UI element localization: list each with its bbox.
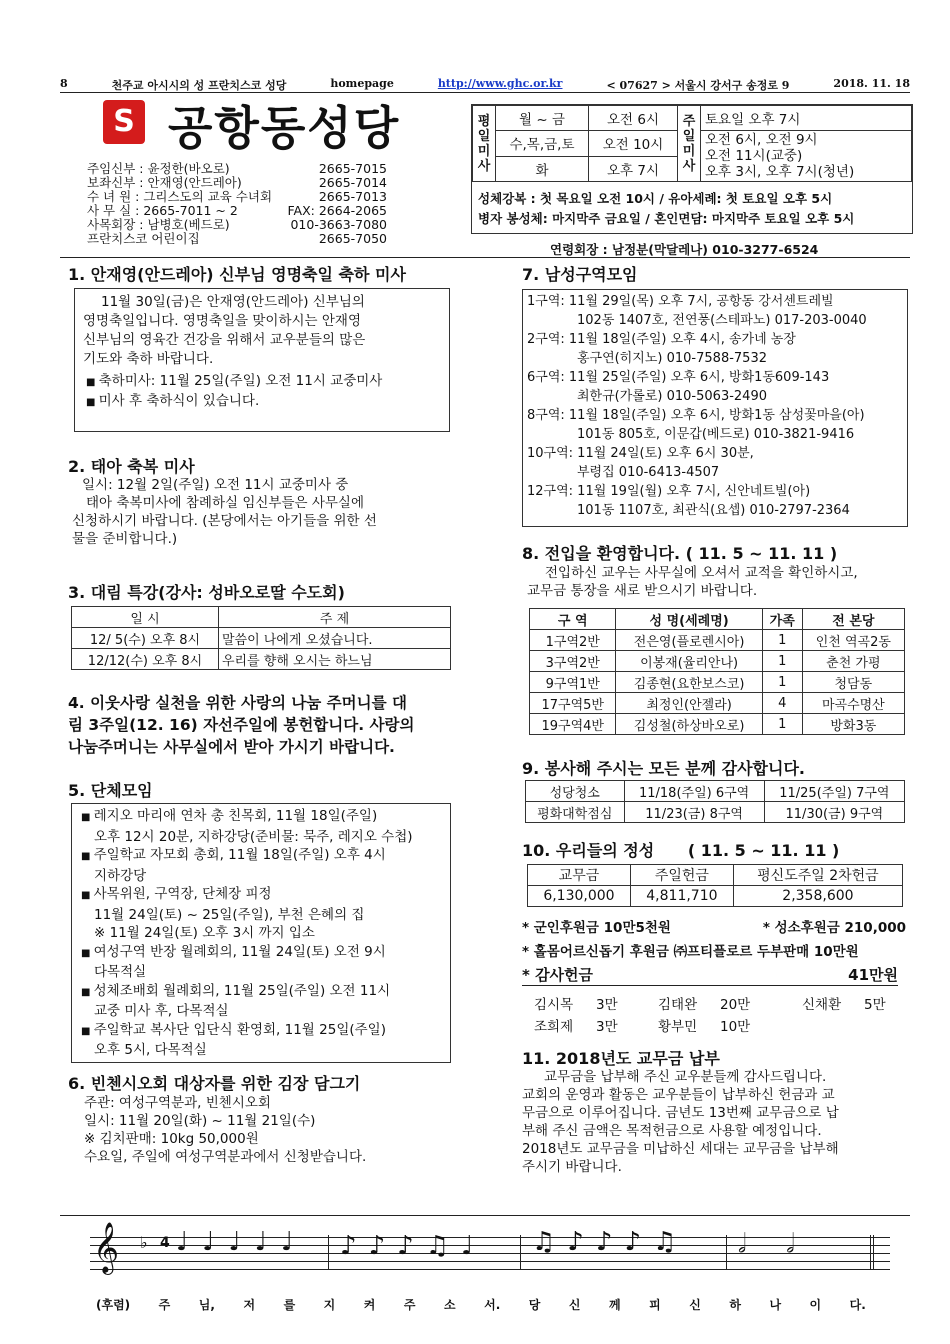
s8-cell: 김종현(요한보스코) [616,672,762,693]
s9-table [525,780,905,823]
s5-line: 여성구역 반장 월례회의, 11월 24일(토) 오전 9시 [93,943,386,960]
lyric-syllable: 님, [198,1298,215,1312]
s7-line: 10구역: 11월 24일(토) 오후 6시 30분, [527,446,754,461]
s10-period: ( 11. 5 ~ 11. 11 ) [687,841,840,860]
sunday-time: 오전 11시(교중) [705,148,803,164]
sunday-times [701,131,912,182]
s9-title: 9. 봉사해 주시는 모든 분께 감사합니다. [522,759,805,778]
address: < 07627 > 서울시 강서구 송정로 9 [606,79,790,92]
page-number: 8 [60,77,68,90]
s8-header: 가족 [762,609,802,630]
contact-rule [60,257,910,258]
s1-line: 신부님의 영육간 건강을 위해서 교우분들의 많은 [83,332,366,348]
s1-bullet: ■ 미사 후 축하식이 있습니다. [83,392,441,412]
s11-line: 교회의 운영과 활동은 교우분들이 납부하신 헌금과 교 [522,1087,835,1103]
s1-line: 영명축일입니다. 영명축일을 맞이하시는 안재영 [83,313,361,329]
staff-phone: FAX: 2664-2065 [287,203,387,218]
s8-cell: 인천 역곡2동 [802,630,904,651]
s4-line: 나눔주머니는 사무실에서 받아 가시기 바랍니다. [68,738,395,756]
sunday-sat: 토요일 오후 7시 [701,106,912,131]
staff-row [87,176,387,190]
s8-cell: 1 [762,651,802,672]
s10-header-row [528,865,903,886]
note-group-icon: 𝅗𝅥𝅗𝅥 [738,1229,835,1259]
s4-line: 림 3주일(12. 16) 자선주일에 봉헌합니다. 사랑의 [68,716,415,734]
hymn-lyrics [96,1296,866,1313]
s8-cell: 19구역4반 [530,714,616,735]
s5-line: 성체조배회 월례회의, 11월 25일(주일) 오전 11시 [93,982,391,999]
s1-line: 11월 30일(금)은 안재영(안드레아) 신부님의 [101,294,365,310]
s3-title: 3. 대림 특강(강사: 성바오로딸 수도회) [68,583,345,602]
s9-cell: 11/30(금) 9구역 [764,802,904,823]
s8-header: 구 역 [530,609,616,630]
s5-line: 11월 24일(토) ~ 25일(주일), 부천 은혜의 집 [94,906,365,923]
s7-box [522,289,908,527]
sunday-time: 오후 3시, 오후 7시(청년) [705,164,855,180]
s10-value-row [528,886,903,907]
s8-cell: 3구역2반 [530,651,616,672]
note-group-icon: ♫♪♪♪♫ [532,1227,689,1257]
s10-vocation: * 성소후원금 210,000 [762,920,906,936]
s7-line: 6구역: 11월 25일(주일) 오후 6시, 방화1동609-143 [527,370,830,385]
s7-line: 101동 805호, 이문갑(베드로) 010-3821-9416 [577,427,855,442]
s7-line: 102동 1407호, 전연풍(스테파노) 017-203-0040 [577,313,867,328]
weekday-time: 오전 6시 [589,106,678,131]
donor-cell: 조희제 [534,1019,574,1035]
staff-row [87,190,387,204]
staff-role: 사 무 실 : 2665-7011 ~ 2 [87,203,238,218]
mass-misc-2: 병자 봉성체: 마지막주 금요일 / 혼인면담: 마지막주 토요일 오후 5시 [478,211,855,226]
donor-cell: 20만 [720,997,751,1013]
s8-cell: 1구역2반 [530,630,616,651]
s1-box [74,288,450,432]
s5-line: 다목적실 [94,964,147,980]
table-row [530,630,905,651]
lyric-syllable: 나 [769,1298,782,1312]
time-signature-icon: 4 [160,1235,170,1251]
lyric-syllable: 를 [283,1298,296,1312]
s8-line: 전입하신 교우는 사무실에 오셔서 교적을 확인하시고, [545,565,858,581]
table-row [526,802,905,823]
staff-row [87,218,387,232]
lyric-syllable: 서. [484,1298,501,1312]
s3-topic: 우리를 향해 오시는 하느님 [219,649,451,670]
s8-cell: 김성철(하상바오로) [616,714,762,735]
s8-cell: 이봉재(율리안나) [616,651,762,672]
donor-cell: 김시목 [534,997,574,1013]
s3-date: 12/12(수) 오후 8시 [72,649,219,670]
donor-cell: 신채환 [802,997,842,1013]
s8-cell: 전은영(플로렌시아) [616,630,762,651]
s10-thanks-amount: 41만원 [848,966,898,984]
s2-title: 2. 태아 축복 미사 [68,457,195,476]
s5-item [78,982,444,1021]
s10-line2: * 홀몸어르신돕기 후원금 ㈜프티플로르 두부판매 10만원 [522,944,859,960]
s7-line: 1구역: 11월 29일(목) 오후 7시, 공항동 강서센트레빌 [527,294,834,309]
lyric-syllable: 지 [323,1298,336,1312]
s11-line: 2018년도 교무금을 미납하신 세대는 교무금을 납부해 [522,1141,839,1157]
sunday-time: 오전 6시, 오전 9시 [705,132,818,148]
sunday-mass-label: 주일미사 [678,106,701,182]
s8-cell: 1 [762,630,802,651]
s6-line: 주관: 여성구역분과, 빈첸시오회 [84,1095,271,1111]
s2-line: 신청하시기 바랍니다. (본당에서는 아기들을 위한 선 [72,513,377,529]
s3-date: 12/ 5(수) 오후 8시 [72,628,219,649]
s5-line: ※ 11월 24일(토) 오후 3시 까지 입소 [94,925,315,941]
s10-title [522,838,839,861]
weekday-time: 오전 10시 [589,131,678,157]
s8-cell: 9구역1반 [530,672,616,693]
s9-cell: 11/23(금) 8구역 [624,802,764,823]
s5-box [71,803,451,1063]
s8-cell: 청담동 [802,672,904,693]
donor-cell: 10만 [720,1019,751,1035]
s11-title: 11. 2018년도 교무금 납부 [522,1049,720,1068]
s8-cell: 마곡수명산 [802,693,904,714]
s8-body [527,564,912,600]
s2-line: 물을 준비합니다.) [72,531,178,547]
s7-title: 7. 남성구역모임 [522,265,638,284]
weekday-day: 월 ~ 금 [496,106,589,131]
lyric-syllable: 하 [729,1298,741,1312]
s10-header: 평신도주일 2차헌금 [733,865,902,886]
s6-title: 6. 빈첸시오회 대상자를 위한 김장 담그기 [68,1074,361,1093]
lyric-syllable: 당 [528,1298,541,1312]
s7-line: 101동 1107호, 최관식(요셉) 010-2797-2364 [577,503,850,518]
table-row [530,693,905,714]
s4-line: 4. 이웃사랑 실천을 위한 사랑의 나눔 주머니를 대 [68,694,407,712]
s8-header: 성 명(세례명) [616,609,762,630]
barline [520,1235,521,1269]
s9-cell: 11/25(주일) 7구역 [764,781,904,802]
table-row [530,672,905,693]
church-title: 공항동성당 [168,101,401,155]
lyric-syllable: (후렴) [96,1298,131,1312]
table-row [530,651,905,672]
staff-role: 프란치스코 어린이집 [87,231,200,246]
s7-line: 12구역: 11월 19일(월) 오후 7시, 신안네트빌(아) [527,484,811,499]
s8-cell: 4 [762,693,802,714]
mass-misc-1: 성체강복 : 첫 목요일 오전 10시 / 유아세례: 첫 토요일 오후 5시 [478,191,833,206]
donor-row [534,994,894,1016]
s5-line: 교중 미사 후, 다목적실 [94,1003,229,1019]
s10-line1 [522,916,906,936]
s2-body [72,476,457,548]
footer-rule [60,1215,910,1216]
donor-cell: 5만 [864,997,886,1013]
s10-thanks: * 감사헌금 [522,966,594,984]
lyric-syllable: 주 [158,1298,171,1312]
lyric-syllable: 신 [568,1298,581,1312]
final-barline [870,1235,874,1269]
parish-line: 천주교 아시시의 성 프란치스코 성당 [111,79,287,92]
staff-row [87,204,387,218]
homepage-label: homepage [330,77,394,90]
s1-line: 기도와 축하 바랍니다. [83,351,214,367]
lyric-syllable: 주 [403,1298,416,1312]
note-group-icon: ♩♩♩♩♩ [176,1227,308,1257]
s5-item [78,885,444,943]
note-group-icon: ♪♪♪♫♩ [340,1231,486,1261]
music-notes [140,1225,875,1275]
s10-line3 [522,964,898,986]
s7-line: 8구역: 11월 18일(주일) 오후 6시, 방화1동 삼성꽃마을(아) [527,408,865,423]
s5-title: 5. 단체모임 [68,781,153,800]
s5-line: 주일학교 복사단 입단식 환영회, 11월 25일(주일) [93,1021,386,1038]
s8-title: 8. 전입을 환영합니다. ( 11. 5 ~ 11. 11 ) [522,544,838,563]
donor-cell [864,1016,904,1038]
staff-phone: 2665-7014 [318,175,387,190]
barline [726,1235,727,1269]
s8-cell: 17구역5반 [530,693,616,714]
s5-line: 사목위원, 구역장, 단체장 피정 [93,886,272,902]
s9-cell: 평화대학점심 [526,802,625,823]
s1-bullet: ■ 축하미사: 11월 25일(주일) 오전 11시 교중미사 [83,372,441,392]
s11-line: 교무금을 납부해 주신 교우분들께 감사드립니다. [544,1069,827,1085]
s11-line: 주시기 바랍니다. [522,1159,622,1175]
s8-cell: 방화3동 [802,714,904,735]
lyric-syllable: 신 [689,1298,701,1312]
staff-role: 사목회장 : 남병호(베드로) [87,217,230,232]
s5-line: 주일학교 자모회 총회, 11월 18일(주일) 오후 4시 [93,847,386,863]
funeral-contact: 연령회장 : 남정분(막달레나) 010-3277-6524 [550,242,819,257]
weekday-time: 오후 7시 [589,156,678,182]
homepage-link[interactable]: http://www.ghc.or.kr [437,77,563,90]
donor-cell: 김태완 [658,997,698,1013]
s8-cell: 1 [762,672,802,693]
s8-table [529,608,905,735]
lyric-syllable: 다. [849,1298,866,1312]
barline [328,1235,329,1269]
table-row [526,781,905,802]
s5-item [78,1021,444,1060]
staff-row [87,232,387,246]
s3-header: 주 제 [219,607,451,628]
mass-schedule [471,104,913,234]
flat-icon: ♭ [140,1233,148,1252]
lyric-syllable: 소 [444,1298,456,1312]
s11-line: 부해 주신 금액은 목적헌금으로 사용할 예정입니다. [522,1123,822,1139]
s7-line: 부령집 010-6413-4507 [577,465,720,480]
s5-line: 오후 12시 20분, 지하강당(준비물: 묵주, 레지오 수첩) [94,828,413,845]
s11-body [522,1068,910,1176]
s8-header: 전 본당 [802,609,904,630]
church-logo-icon: S [103,100,145,144]
s8-cell: 1 [762,714,802,735]
s10-donors [534,994,894,1038]
s4-title [68,692,414,758]
s5-item [78,846,444,885]
staff-phone: 2665-7050 [318,231,387,246]
mass-table [472,105,912,182]
s3-table [71,606,451,670]
s3-topic: 말씀이 나에게 오셨습니다. [219,628,451,649]
s10-value: 4,811,710 [630,886,733,907]
weekday-day: 수,목,금,토 [496,131,589,157]
donor-cell: 3만 [596,997,618,1013]
s6-line: 수요일, 주일에 여성구역분과에서 신청받습니다. [84,1149,367,1165]
s7-line: 최한규(가롤로) 010-5063-2490 [577,389,767,404]
lyric-syllable: 피 [649,1298,661,1312]
s5-item [78,943,444,982]
donor-cell: 3만 [596,1019,618,1035]
lyric-syllable: 저 [243,1298,256,1312]
s8-line: 교무금 통장을 새로 받으시기 바랍니다. [527,583,758,599]
s9-cell: 11/18(주일) 6구역 [624,781,764,802]
lyric-syllable: 켜 [363,1298,376,1312]
s2-line: 일시: 12월 2일(주일) 오전 11시 교중미사 중 [82,477,349,493]
s10-military: * 군인후원금 10만5천원 [522,920,671,936]
staff-directory [87,162,387,246]
s5-line: 오후 5시, 다목적실 [94,1042,207,1058]
s7-line: 2구역: 11월 18일(주일) 오후 4시, 송가네 농장 [527,332,796,347]
s8-header-row [530,609,905,630]
s10-value: 2,358,600 [733,886,902,907]
s9-cell: 성당청소 [526,781,625,802]
weekday-day: 화 [496,156,589,182]
staff-role: 주임신부 : 윤정한(바오로) [87,161,230,176]
s5-item [78,807,444,846]
donor-cell: 황부민 [658,1019,698,1035]
s2-line: 태아 축복미사에 참례하실 임신부들은 사무실에 [86,495,364,511]
s8-cell: 최정인(안젤라) [616,693,762,714]
staff-row [87,162,387,176]
s6-line: ※ 김치판매: 10kg 50,000원 [84,1131,259,1147]
donor-cell [802,1016,864,1038]
s7-line: 홍구연(히지노) 010-7588-7532 [577,351,767,366]
lyric-syllable: 께 [609,1298,621,1312]
s5-line: 레지오 마리애 연차 총 친목회, 11월 18일(주일) [93,808,378,824]
staff-phone: 2665-7013 [318,189,387,204]
staff-role: 보좌신부 : 안재영(안드레아) [87,175,242,190]
s1-title: 1. 안재영(안드레아) 신부님 영명축일 축하 미사 [68,265,406,284]
issue-date: 2018. 11. 18 [833,77,910,90]
s10-value: 6,130,000 [528,886,631,907]
weekday-mass-label: 평일미사 [473,106,496,182]
s3-header: 일 시 [72,607,219,628]
s10-header: 교무금 [528,865,631,886]
s10-title-text: 10. 우리들의 정성 [522,841,655,860]
staff-role: 수 녀 원 : 그리스도의 교육 수녀회 [87,189,273,204]
donor-row [534,1016,894,1038]
s5-line: 지하강당 [94,867,147,884]
lyric-syllable: 이 [809,1298,822,1312]
s6-line: 일시: 11월 20일(화) ~ 11월 21일(수) [84,1113,316,1129]
s11-line: 무금으로 이루어집니다. 금년도 13번째 교무금으로 납 [522,1105,839,1121]
s10-header: 주일헌금 [630,865,733,886]
s6-body [84,1094,464,1166]
s10-table [527,864,903,907]
staff-phone: 2665-7015 [318,161,387,176]
top-header [60,77,910,93]
s8-cell: 춘천 가평 [802,651,904,672]
staff-phone: 010-3663-7080 [290,217,387,232]
table-row [530,714,905,735]
treble-clef-icon: 𝄞 [93,1222,120,1273]
